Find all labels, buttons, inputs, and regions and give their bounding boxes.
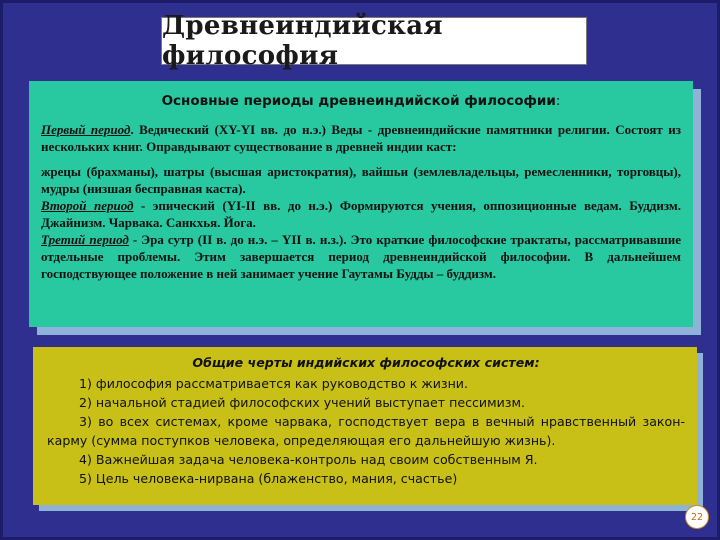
period-third-label: Третий период	[41, 232, 129, 247]
periods-heading-text: Основные периоды древнеиндийской философии	[161, 93, 556, 109]
periods-heading-colon: :	[555, 93, 561, 109]
page-number-badge	[685, 505, 709, 529]
spacer	[41, 155, 681, 163]
period-first-text: . Ведический (XY-YI вв. до н.э.) Веды - древнеиндийские памятники религии. Состоят из нескольких книг. Оправдывают существование в древней индии каст:	[41, 122, 681, 154]
period-second-label: Второй период	[41, 198, 134, 213]
feature-item: 4) Важнейшая задача человека-контроль над своим собственным Я.	[79, 452, 538, 467]
periods-heading	[41, 93, 681, 109]
feature-item: 2) начальной стадией философских учений выступает пессимизм.	[79, 395, 525, 410]
period-second	[41, 197, 681, 231]
feature-item: 1) философия рассматривается как руководство к жизни.	[79, 376, 468, 391]
periods-panel	[29, 81, 693, 327]
feature-item: 3) во всех системах, кроме чарвака, господствует вера в вечный нравственный закон-карму (сумма поступков человека, определяющая его дальнейшую жизнь).	[47, 414, 685, 448]
title-box	[161, 11, 587, 71]
period-third	[41, 231, 681, 282]
feature-item: 5) Цель человека-нирвана (блаженство, мания, счастье)	[79, 471, 458, 486]
period-first-label: Первый период	[41, 122, 131, 137]
period-first	[41, 121, 681, 155]
slide-title: Древнеиндийская философия	[162, 11, 443, 71]
period-first-castes: жрецы (брахманы), шатры (высшая аристократия), вайшьи (землевладельцы, ремесленники, торговцы), мудры (низшая бесправная каста).	[41, 164, 681, 196]
page-number: 22	[690, 511, 704, 523]
period-third-text: - Эра сутр (II в. до н.э. – YII в. н.з.). Это краткие философские трактаты, рассматривавшие отдельные проблемы. Этим завершается период древнеиндийской философии. В дальнейшем господствующее положение в ней занимает учение Гаутамы Будды – буддизм.	[41, 232, 682, 281]
period-second-text: - эпический (YI-II вв. до н.э.) Формируются учения, оппозиционные ведам. Буддизм. Джайнизм. Чарвака. Санкхья. Йога.	[41, 198, 681, 230]
features-heading: Общие черты индийских философских систем:	[192, 355, 540, 370]
features-panel	[33, 347, 697, 505]
